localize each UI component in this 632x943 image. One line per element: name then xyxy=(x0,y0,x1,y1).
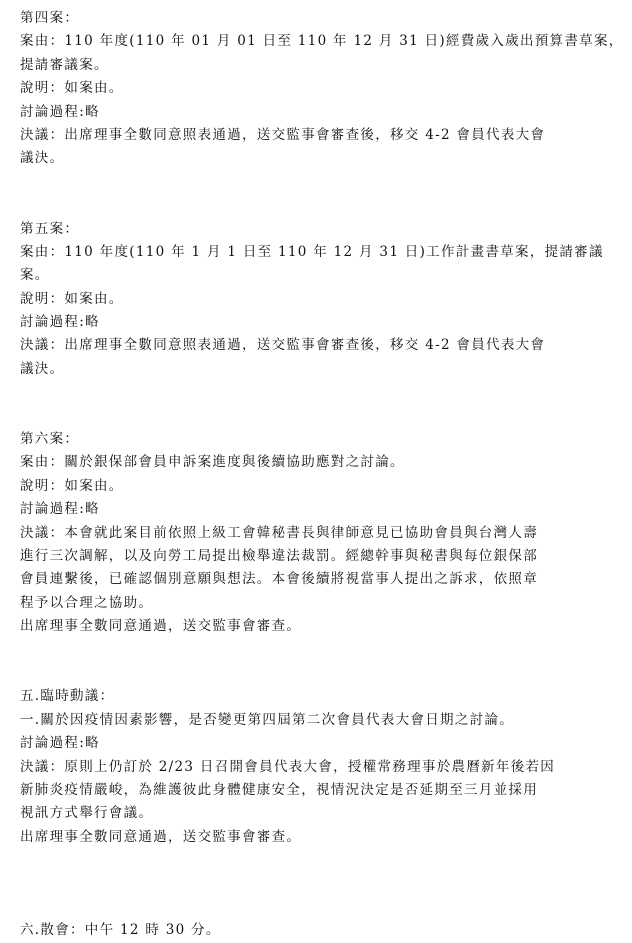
case-6-conclusion: 出席理事全數同意通過，送交監事會審查。 xyxy=(20,618,302,635)
case-5-reason-line-1: 案由：110 年度(110 年 1 月 1 日至 110 年 12 月 31 日)工作計畫書草案，提請審議 xyxy=(20,243,604,260)
section-5-resolution-line-2: 新肺炎疫情嚴峻，為維護彼此身體健康安全，視情況決定是否延期至三月並採用 xyxy=(20,781,538,798)
case-4-reason-line-2: 提請審議案。 xyxy=(20,56,109,73)
case-4-heading: 第四案： xyxy=(20,10,80,26)
case-5 xyxy=(20,218,620,382)
case-6-reason: 案由：關於銀保部會員申訴案進度與後續協助應對之討論。 xyxy=(20,454,405,471)
case-5-resolution-line-2: 議決。 xyxy=(20,360,65,377)
spacer xyxy=(20,171,620,218)
spacer xyxy=(20,381,620,428)
case-4-resolution-line-2: 議決。 xyxy=(20,150,65,167)
case-6-discussion: 討論過程:略 xyxy=(20,501,100,518)
section-5-conclusion: 出席理事全數同意通過，送交監事會審查。 xyxy=(20,828,302,845)
case-4 xyxy=(20,7,624,171)
section-5-item-1: 一.關於因疫情因素影響，是否變更第四屆第二次會員代表大會日期之討論。 xyxy=(20,711,514,728)
case-4-explanation: 說明：如案由。 xyxy=(20,80,124,97)
section-5-discussion: 討論過程:略 xyxy=(20,735,100,752)
spacer xyxy=(20,849,620,896)
case-4-reason-line-1: 案由：110 年度(110 年 01 月 01 日至 110 年 12 月 31 日)經費歲入歲出預算書草案， xyxy=(20,33,624,50)
case-4-discussion: 討論過程:略 xyxy=(20,103,100,120)
case-5-discussion: 討論過程:略 xyxy=(20,314,100,331)
section-6-adjournment xyxy=(20,919,620,942)
case-6-resolution-line-2: 進行三次調解，以及向勞工局提出檢舉違法裁罰。經總幹事與秘書與每位銀保部 xyxy=(20,548,538,565)
section-5-resolution-line-3: 視訊方式舉行會議。 xyxy=(20,805,154,822)
case-6-resolution-line-1: 決議：本會就此案目前依照上級工會韓秘書長與律師意見已協助會員與台灣人壽 xyxy=(20,524,538,541)
case-5-heading: 第五案： xyxy=(20,220,80,237)
case-6-resolution-line-4: 程予以合理之協助。 xyxy=(20,594,154,611)
spacer xyxy=(20,896,620,919)
case-6 xyxy=(20,428,620,639)
case-6-resolution-line-3: 會員連繫後，已確認個別意願與想法。本會後續將視當事人提出之訴求，依照章 xyxy=(20,571,538,588)
minutes-document xyxy=(20,7,624,943)
case-5-explanation: 說明：如案由。 xyxy=(20,290,124,307)
case-5-resolution-line-1: 決議：出席理事全數同意照表通過，送交監事會審查後，移交 4-2 會員代表大會 xyxy=(20,337,546,354)
case-6-explanation: 說明：如案由。 xyxy=(20,477,124,494)
case-4-resolution-line-1: 決議：出席理事全數同意照表通過，送交監事會審查後，移交 4-2 會員代表大會 xyxy=(20,126,546,143)
section-5-resolution-line-1: 決議：原則上仍訂於 2/23 日召開會員代表大會，授權常務理事於農曆新年後若因 xyxy=(20,758,556,775)
spacer xyxy=(20,639,620,686)
case-6-heading: 第六案： xyxy=(20,431,80,448)
section-5-temporary-motions xyxy=(20,685,620,849)
section-5-heading: 五.臨時動議： xyxy=(20,688,115,705)
section-6-text: 六.散會：中午 12 時 30 分。 xyxy=(20,922,221,939)
case-5-reason-line-2: 案。 xyxy=(20,267,50,284)
